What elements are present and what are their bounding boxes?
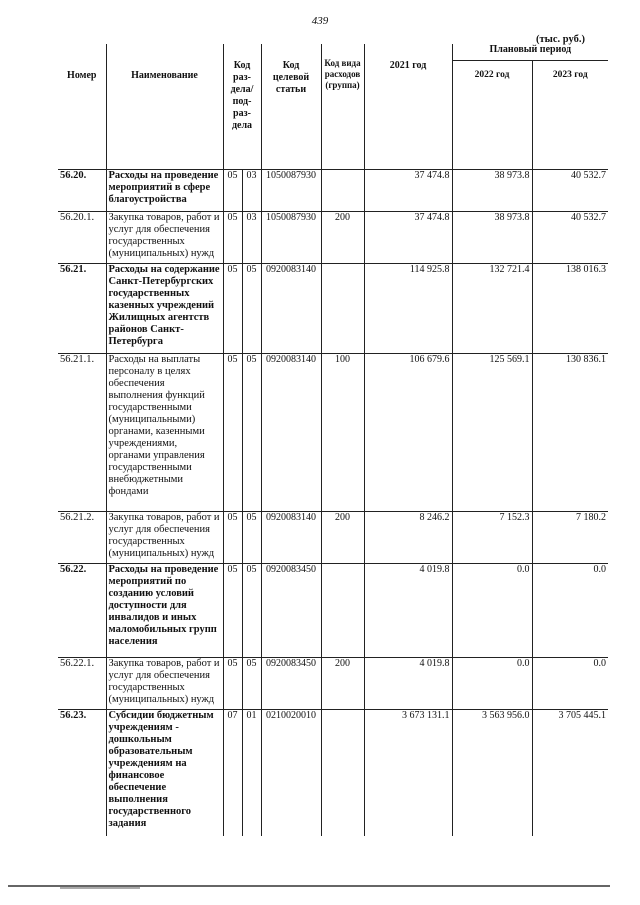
row-value-2022: 3 563 956.0	[452, 710, 532, 836]
header-name: Наименование	[106, 44, 223, 170]
row-name: Расходы на содержание Санкт-Петербургских государственных казенных учреждений Жилищных агентств районов Санкт-Петербурга	[106, 264, 223, 354]
units-label: (тыс. руб.)	[536, 34, 585, 45]
row-number: 56.22.1.	[58, 658, 106, 710]
header-section: Код раз- дела/ под- раз- дела	[223, 44, 261, 170]
row-expense-code	[321, 170, 364, 212]
row-target-code: 1050087930	[261, 212, 321, 264]
row-expense-code: 200	[321, 212, 364, 264]
header-number: Номер	[67, 70, 97, 81]
row-value-2022: 7 152.3	[452, 512, 532, 564]
row-value-2023: 0.0	[532, 564, 608, 658]
row-target-code: 0920083450	[261, 564, 321, 658]
row-value-2023: 0.0	[532, 658, 608, 710]
row-subsection: 01	[242, 710, 261, 836]
row-name: Закупка товаров, работ и услуг для обеспечения государственных (муниципальных) нужд	[106, 512, 223, 564]
row-value-2021: 37 474.8	[364, 170, 452, 212]
table-row	[58, 354, 608, 512]
row-subsection: 05	[242, 512, 261, 564]
row-section: 05	[223, 264, 242, 354]
row-subsection: 03	[242, 170, 261, 212]
row-name: Закупка товаров, работ и услуг для обеспечения государственных (муниципальных) нужд	[106, 658, 223, 710]
row-number: 56.21.2.	[58, 512, 106, 564]
row-name: Расходы на проведение мероприятий по созданию условий доступности для инвалидов и иных маломобильных групп населения	[106, 564, 223, 658]
scan-edge-line	[0, 883, 640, 891]
row-expense-code: 200	[321, 658, 364, 710]
header-target: Код целевой статьи	[261, 44, 321, 170]
row-number: 56.21.1.	[58, 354, 106, 512]
row-section: 05	[223, 512, 242, 564]
row-target-code: 0920083140	[261, 264, 321, 354]
row-number: 56.20.1.	[58, 212, 106, 264]
row-expense-code: 100	[321, 354, 364, 512]
header-2022: 2022 год	[452, 61, 532, 170]
row-target-code: 0920083450	[261, 658, 321, 710]
row-value-2022: 132 721.4	[452, 264, 532, 354]
budget-table	[58, 44, 608, 836]
header-2021: 2021 год	[364, 44, 452, 170]
row-value-2022: 38 973.8	[452, 212, 532, 264]
row-section: 05	[223, 354, 242, 512]
row-value-2022: 0.0	[452, 658, 532, 710]
row-value-2021: 4 019.8	[364, 658, 452, 710]
table-row	[58, 512, 608, 564]
row-section: 05	[223, 212, 242, 264]
row-value-2021: 37 474.8	[364, 212, 452, 264]
row-value-2023: 130 836.1	[532, 354, 608, 512]
table-row	[58, 264, 608, 354]
row-name: Расходы на проведение мероприятий в сфере благоустройства	[106, 170, 223, 212]
row-number: 56.20.	[58, 170, 106, 212]
row-section: 05	[223, 658, 242, 710]
row-number: 56.23.	[58, 710, 106, 836]
table-row	[58, 658, 608, 710]
page-number: 439	[311, 15, 329, 27]
row-section: 05	[223, 564, 242, 658]
row-expense-code	[321, 710, 364, 836]
row-value-2022: 125 569.1	[452, 354, 532, 512]
row-name: Закупка товаров, работ и услуг для обеспечения государственных (муниципальных) нужд	[106, 212, 223, 264]
row-value-2021: 8 246.2	[364, 512, 452, 564]
row-value-2023: 40 532.7	[532, 170, 608, 212]
table-row	[58, 170, 608, 212]
header-planned: Плановый период	[452, 44, 608, 61]
row-value-2023: 7 180.2	[532, 512, 608, 564]
row-subsection: 05	[242, 354, 261, 512]
table-body	[58, 170, 608, 836]
row-target-code: 0210020010	[261, 710, 321, 836]
row-subsection: 03	[242, 212, 261, 264]
row-expense-code: 200	[321, 512, 364, 564]
row-section: 07	[223, 710, 242, 836]
row-value-2022: 38 973.8	[452, 170, 532, 212]
table-row	[58, 212, 608, 264]
row-section: 05	[223, 170, 242, 212]
row-number: 56.22.	[58, 564, 106, 658]
row-target-code: 0920083140	[261, 512, 321, 564]
header-2023: 2023 год	[532, 61, 608, 170]
table-row	[58, 710, 608, 836]
row-value-2021: 106 679.6	[364, 354, 452, 512]
row-value-2023: 40 532.7	[532, 212, 608, 264]
table-row	[58, 564, 608, 658]
row-subsection: 05	[242, 658, 261, 710]
row-name: Субсидии бюджетным учреждениям - дошкольным образовательным учреждениям на финансовое обеспечение выполнения государственного задания	[106, 710, 223, 836]
row-subsection: 05	[242, 564, 261, 658]
row-target-code: 0920083140	[261, 354, 321, 512]
row-value-2021: 4 019.8	[364, 564, 452, 658]
row-expense-code	[321, 564, 364, 658]
row-subsection: 05	[242, 264, 261, 354]
row-value-2023: 138 016.3	[532, 264, 608, 354]
row-name: Расходы на выплаты персоналу в целях обеспечения выполнения функций государственными (муниципальными) органами, казенными учреждениями, органами управления государственными внебюджетными фондами	[106, 354, 223, 512]
row-target-code: 1050087930	[261, 170, 321, 212]
header-expense: Код вида расходов (группа)	[321, 44, 364, 170]
row-value-2021: 3 673 131.1	[364, 710, 452, 836]
row-value-2023: 3 705 445.1	[532, 710, 608, 836]
row-value-2021: 114 925.8	[364, 264, 452, 354]
table-header	[58, 44, 608, 170]
row-number: 56.21.	[58, 264, 106, 354]
row-expense-code	[321, 264, 364, 354]
row-value-2022: 0.0	[452, 564, 532, 658]
